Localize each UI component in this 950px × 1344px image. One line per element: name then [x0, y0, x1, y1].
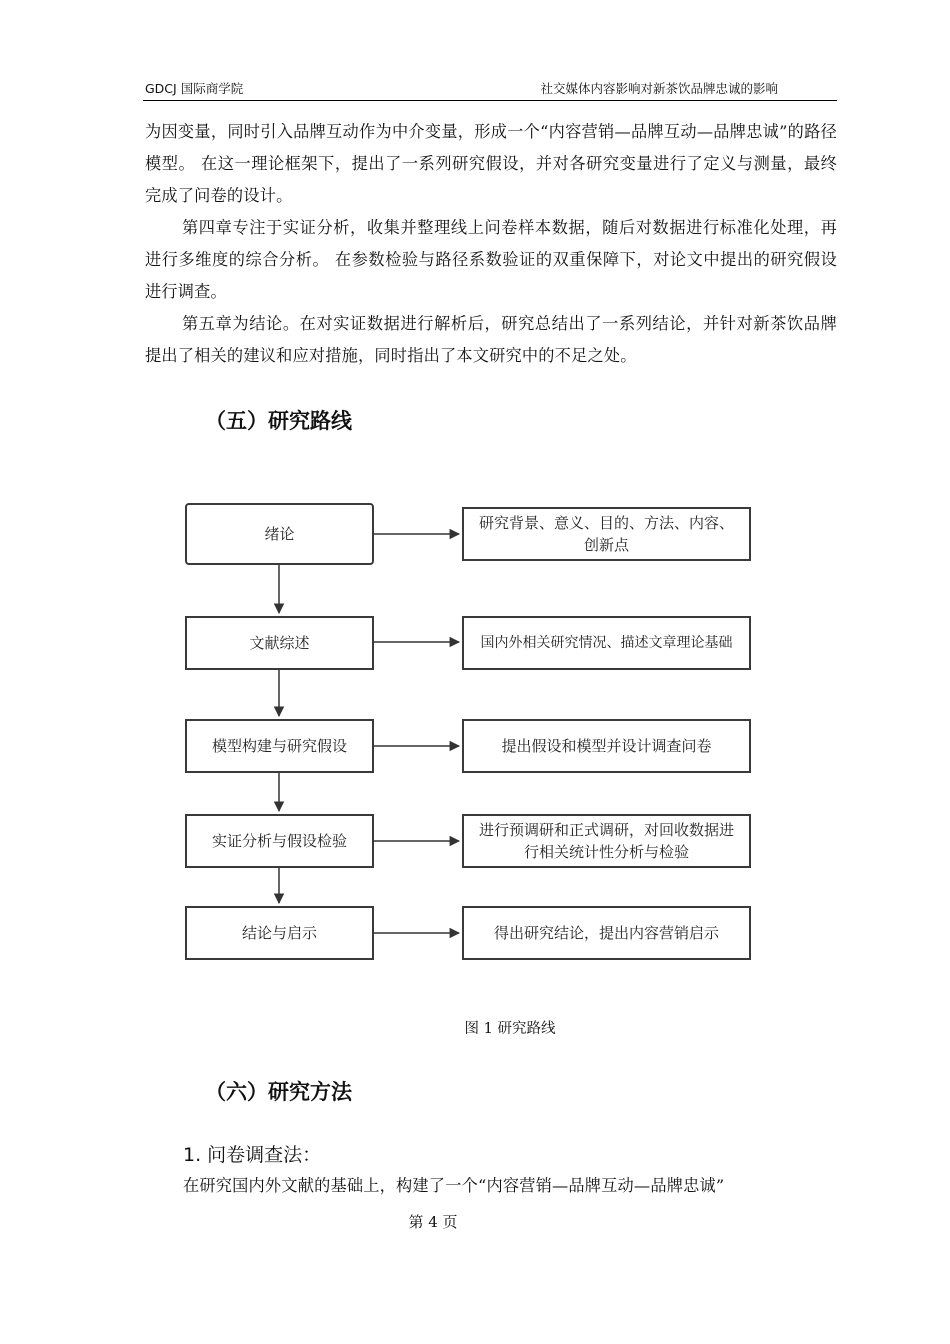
flow-step-literature-review: 文献综述 [185, 616, 374, 670]
flow-step-introduction: 绪论 [185, 503, 374, 565]
header-paper-title: 社交媒体内容影响对新茶饮品牌忠诚的影响 [540, 81, 778, 96]
flow-note-empirical-analysis: 进行预调研和正式调研，对回收数据进行相关统计性分析与检验 [462, 814, 751, 868]
paragraph-chapter3-cont: 为因变量，同时引入品牌互动作为中介变量，形成一个“内容营销—品牌互动—品牌忠诚”的路径模型。 在这一理论框架下，提出了一系列研究假设，并对各研究变量进行了定义与测量，最终完成了问卷的设计。 [145, 122, 837, 205]
flow-note-introduction: 研究背景、意义、目的、方法、内容、创新点 [462, 507, 751, 561]
flow-note-conclusion: 得出研究结论，提出内容营销启示 [462, 906, 751, 960]
flow-step-conclusion: 结论与启示 [185, 906, 374, 960]
method-questionnaire-title: 1. 问卷调查法： [183, 1144, 322, 1166]
section-title-research-methods: （六）研究方法 [205, 1080, 352, 1104]
paragraph-chapter5: 第五章为结论。在对实证数据进行解析后，研究总结出了一系列结论，并针对新茶饮品牌提出了相关的建议和应对措施，同时指出了本文研究中的不足之处。 [145, 314, 837, 365]
flow-note-literature-review: 国内外相关研究情况、描述文章理论基础 [462, 616, 751, 670]
figure-caption: 图 1 研究路线 [464, 1021, 556, 1037]
page-number: 第 4 页 [408, 1213, 458, 1231]
flow-step-model-hypotheses: 模型构建与研究假设 [185, 719, 374, 773]
flow-step-empirical-analysis: 实证分析与假设检验 [185, 814, 374, 868]
flow-note-model-hypotheses: 提出假设和模型并设计调查问卷 [462, 719, 751, 773]
method-questionnaire-text: 在研究国内外文献的基础上，构建了一个“内容营销—品牌互动—品牌忠诚” [183, 1176, 725, 1195]
paragraph-chapter4: 第四章专注于实证分析，收集并整理线上问卷样本数据，随后对数据进行标准化处理，再进行多维度的综合分析。 在参数检验与路径系数验证的双重保障下，对论文中提出的研究假设进行调查。 [145, 218, 837, 301]
section-title-research-route: （五）研究路线 [205, 409, 352, 433]
header-institution: GDCJ 国际商学院 [145, 81, 244, 96]
